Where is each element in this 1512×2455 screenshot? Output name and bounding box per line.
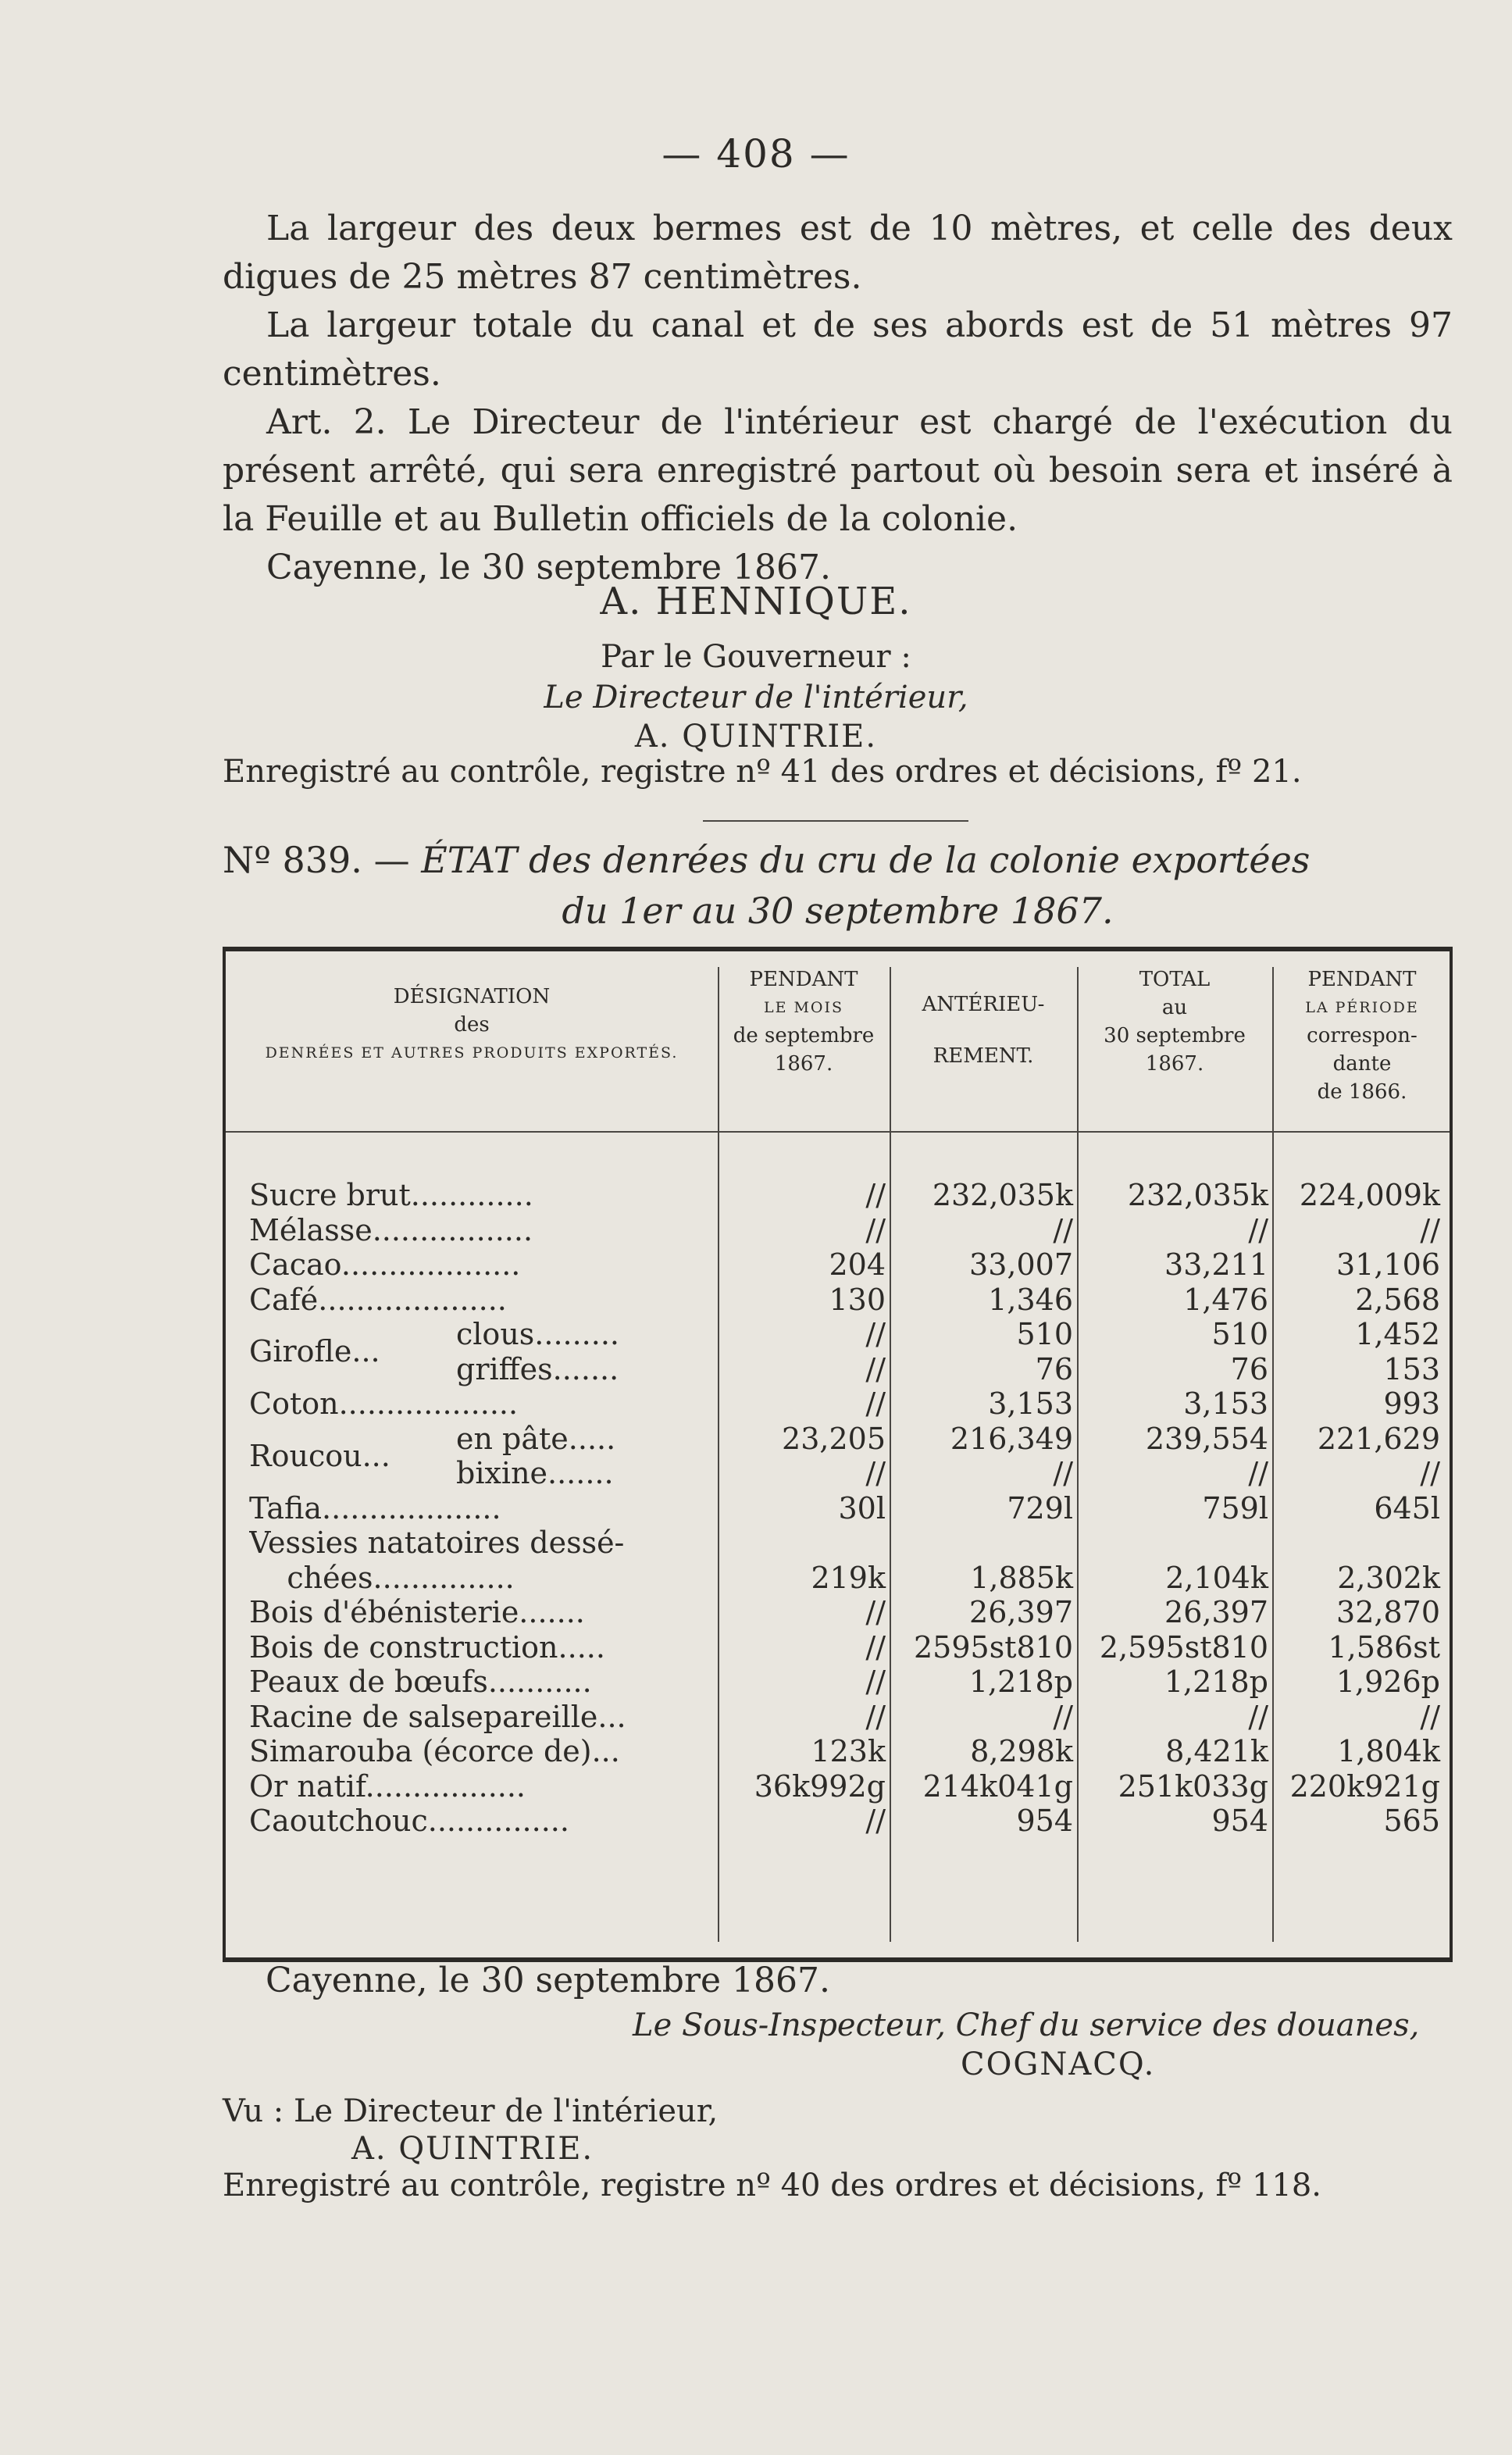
signature-director-name: A. QUINTRIE. xyxy=(634,719,878,755)
cell-previous: 214k041g xyxy=(922,1768,1073,1804)
cell-previous: 1,885k xyxy=(970,1560,1073,1595)
header-period-l1: PENDANT xyxy=(1307,968,1417,991)
cell-month: // xyxy=(865,1456,886,1490)
header-total-l4: 1867. xyxy=(1145,1052,1204,1076)
cell-period: 32,870 xyxy=(1336,1595,1440,1629)
header-designation xyxy=(226,983,718,1067)
header-total xyxy=(1077,965,1272,1078)
header-month-l4: 1867. xyxy=(774,1052,833,1076)
cell-month: 123k xyxy=(811,1734,886,1768)
export-table xyxy=(223,947,1453,1962)
row-label: Coton................... xyxy=(249,1386,519,1421)
separator-rule xyxy=(703,820,968,822)
cell-total: 1,218p xyxy=(1164,1665,1268,1699)
cell-previous: 2595st810 xyxy=(913,1629,1073,1665)
page-number: — 408 — xyxy=(662,131,850,177)
cell-total: // xyxy=(1248,1212,1268,1247)
cell-month: // xyxy=(865,1699,886,1734)
row-label: Mélasse................. xyxy=(249,1212,533,1247)
table-row xyxy=(226,1247,1450,1283)
cell-total: 232,035k xyxy=(1127,1178,1268,1212)
row-label: chées............... xyxy=(249,1560,515,1595)
registration-note-1: Enregistré au contrôle, registre nº 41 des ordres et décisions, fº 21. xyxy=(223,754,1302,790)
cell-period: 153 xyxy=(1383,1351,1440,1386)
table-row xyxy=(226,1630,1450,1665)
footer-role: Le Sous-Inspecteur, Chef du service des douanes, xyxy=(633,2007,1420,2043)
table-row xyxy=(226,1525,1450,1561)
footer-place-date: Cayenne, le 30 septembre 1867. xyxy=(266,1961,830,2000)
cell-month: // xyxy=(865,1212,886,1247)
cell-total: 2,595st810 xyxy=(1099,1629,1268,1665)
paragraph-largeur: La largeur totale du canal et de ses abords est de 51 mètres 97 centimètres. xyxy=(223,305,1453,394)
cell-period: 31,106 xyxy=(1336,1247,1440,1282)
section-subtitle: du 1er au 30 septembre 1867. xyxy=(562,890,1114,932)
cell-month: // xyxy=(865,1595,886,1629)
row-sublabel: clous......... xyxy=(456,1317,619,1351)
registration-note-2: Enregistré au contrôle, registre nº 40 des ordres et décisions, fº 118. xyxy=(223,2168,1322,2203)
cell-previous: // xyxy=(1053,1699,1073,1734)
cell-total: 1,476 xyxy=(1183,1282,1268,1317)
table-row xyxy=(226,1561,1450,1596)
header-period-l3: correspon- xyxy=(1307,1024,1418,1047)
cell-previous: 954 xyxy=(1016,1804,1073,1838)
cell-period: // xyxy=(1420,1212,1440,1247)
cell-month: // xyxy=(865,1351,886,1386)
table-row xyxy=(226,1456,1450,1491)
header-designation-l2: des xyxy=(454,1013,490,1037)
cell-month: // xyxy=(865,1629,886,1665)
cell-previous: 1,218p xyxy=(968,1665,1073,1699)
table-row xyxy=(226,1804,1450,1839)
header-designation-l3: DENRÉES ET AUTRES PRODUITS EXPORTÉS. xyxy=(265,1044,679,1062)
row-label: Or natif................. xyxy=(249,1768,526,1804)
cell-period: 1,926p xyxy=(1335,1665,1440,1699)
paragraph-article-2: Art. 2. Le Directeur de l'intérieur est chargé de l'exécution du présent arrêté, qui sera enregistré partout où besoin sera et inséré à la Feuille et au Bulletin officiels de la colonie. xyxy=(223,402,1453,539)
cell-month: 30l xyxy=(838,1490,886,1525)
section-title: ÉTAT des denrées du cru de la colonie exportées xyxy=(421,839,1311,881)
body-text xyxy=(223,205,1453,592)
cell-total: 251k033g xyxy=(1118,1768,1268,1804)
cell-total: 8,421k xyxy=(1165,1734,1268,1768)
header-previous xyxy=(890,990,1077,1070)
cell-total: 954 xyxy=(1211,1804,1268,1838)
row-label: Caoutchouc............... xyxy=(249,1804,569,1838)
row-label: Cacao................... xyxy=(249,1247,521,1282)
row-label: Simarouba (écorce de)... xyxy=(249,1734,620,1768)
cell-total: // xyxy=(1248,1699,1268,1734)
header-month-l3: de septembre xyxy=(733,1024,875,1047)
row-label: Sucre brut............. xyxy=(249,1178,533,1212)
header-rule xyxy=(226,1131,1450,1133)
row-label: Peaux de bœufs........... xyxy=(249,1665,592,1699)
cell-month: 130 xyxy=(829,1282,886,1317)
cell-total: 33,211 xyxy=(1164,1247,1268,1282)
section-number: Nº 839. xyxy=(223,839,362,881)
row-label: Vessies natatoires dessé- xyxy=(249,1525,625,1560)
header-month-l1: PENDANT xyxy=(749,968,858,991)
cell-previous: 8,298k xyxy=(970,1734,1073,1768)
cell-month: // xyxy=(865,1804,886,1838)
header-period-l4: dante xyxy=(1332,1052,1392,1076)
cell-period: 224,009k xyxy=(1299,1178,1440,1212)
table-row xyxy=(226,1178,1450,1213)
paragraph-date: Cayenne, le 30 septembre 1867. xyxy=(266,548,831,587)
header-total-l2: au xyxy=(1161,996,1188,1019)
cell-period: 993 xyxy=(1383,1386,1440,1421)
header-total-l3: 30 septembre xyxy=(1104,1024,1246,1047)
cell-period: 2,302k xyxy=(1337,1560,1440,1595)
row-label: Café.................... xyxy=(249,1282,507,1317)
cell-previous: 26,397 xyxy=(969,1595,1073,1629)
row-sublabel: bixine....... xyxy=(456,1456,614,1490)
table-row xyxy=(226,1769,1450,1804)
cell-month: 219k xyxy=(811,1560,886,1595)
header-total-l1: TOTAL xyxy=(1139,968,1211,991)
cell-total: 239,554 xyxy=(1145,1421,1268,1456)
cell-total: 759l xyxy=(1202,1490,1268,1525)
cell-total: 2,104k xyxy=(1165,1560,1268,1595)
cell-period: // xyxy=(1420,1699,1440,1734)
cell-previous: // xyxy=(1053,1456,1073,1490)
cell-period: 1,804k xyxy=(1337,1734,1440,1768)
row-label: Roucou... xyxy=(249,1438,390,1473)
footer-vu-name: A. QUINTRIE. xyxy=(351,2131,594,2167)
paragraph-bermes: La largeur des deux bermes est de 10 mètres, et celle des deux digues de 25 mètres 87 centimètres. xyxy=(223,209,1453,297)
cell-total: 26,397 xyxy=(1164,1595,1268,1629)
header-period-l2: LA PÉRIODE xyxy=(1305,999,1419,1016)
header-month-l2: LE MOIS xyxy=(763,999,844,1016)
section-heading xyxy=(223,836,1453,884)
header-month xyxy=(718,965,890,1078)
cell-period: 645l xyxy=(1374,1490,1440,1525)
row-label: Bois d'ébénisterie....... xyxy=(249,1595,585,1629)
table-row xyxy=(226,1317,1450,1368)
cell-total: 3,153 xyxy=(1183,1386,1268,1421)
cell-previous: 510 xyxy=(1016,1317,1073,1351)
cell-month: 36k992g xyxy=(754,1768,886,1804)
cell-period: 220k921g xyxy=(1289,1768,1440,1804)
cell-period: // xyxy=(1420,1456,1440,1490)
table-row xyxy=(226,1491,1450,1526)
table-row xyxy=(226,1665,1450,1700)
cell-period: 2,568 xyxy=(1355,1282,1440,1317)
header-designation-l1: DÉSIGNATION xyxy=(393,985,551,1008)
header-period xyxy=(1272,965,1452,1106)
row-label: Tafia................... xyxy=(249,1490,501,1525)
cell-month: // xyxy=(865,1317,886,1351)
cell-previous: 3,153 xyxy=(988,1386,1073,1421)
row-label: Girofle... xyxy=(249,1334,380,1368)
cell-previous: // xyxy=(1053,1212,1073,1247)
cell-previous: 729l xyxy=(1007,1490,1073,1525)
header-period-l5: de 1866. xyxy=(1317,1080,1407,1104)
footer-name: COGNACQ. xyxy=(961,2046,1156,2082)
signature-director-title: Le Directeur de l'intérieur, xyxy=(544,680,968,715)
cell-month: 23,205 xyxy=(782,1421,886,1456)
table-row xyxy=(226,1283,1450,1318)
cell-month: // xyxy=(865,1386,886,1421)
row-label: Bois de construction..... xyxy=(249,1629,605,1665)
cell-total: 510 xyxy=(1211,1317,1268,1351)
cell-total: // xyxy=(1248,1456,1268,1490)
cell-total: 76 xyxy=(1230,1351,1268,1386)
row-sublabel: griffes....... xyxy=(456,1351,619,1386)
cell-month: // xyxy=(865,1178,886,1212)
heading-dash: — xyxy=(373,839,410,881)
table-row xyxy=(226,1213,1450,1248)
cell-previous: 232,035k xyxy=(932,1178,1073,1212)
table-row xyxy=(226,1734,1450,1769)
cell-period: 221,629 xyxy=(1317,1421,1440,1456)
signature-name: A. HENNIQUE. xyxy=(600,580,912,623)
cell-previous: 33,007 xyxy=(969,1247,1073,1282)
table-row xyxy=(226,1352,1450,1387)
cell-month: 204 xyxy=(829,1247,886,1282)
cell-period: 565 xyxy=(1383,1804,1440,1838)
row-sublabel: en pâte..... xyxy=(456,1421,616,1456)
header-previous-l1: ANTÉRIEU- xyxy=(922,993,1045,1016)
table-body xyxy=(226,1178,1450,1839)
table-row xyxy=(226,1595,1450,1630)
cell-month: // xyxy=(865,1665,886,1699)
cell-period: 1,452 xyxy=(1355,1317,1440,1351)
row-label: Racine de salsepareille... xyxy=(249,1699,626,1734)
cell-previous: 1,346 xyxy=(988,1282,1073,1317)
cell-period: 1,586st xyxy=(1328,1629,1440,1665)
table-row xyxy=(226,1700,1450,1735)
cell-previous: 216,349 xyxy=(950,1421,1073,1456)
cell-previous: 76 xyxy=(1035,1351,1073,1386)
footer-vu: Vu : Le Directeur de l'intérieur, xyxy=(223,2093,719,2129)
signature-by-governor: Par le Gouverneur : xyxy=(601,639,911,675)
table-row xyxy=(226,1386,1450,1422)
header-previous-l2: REMENT. xyxy=(933,1044,1034,1068)
